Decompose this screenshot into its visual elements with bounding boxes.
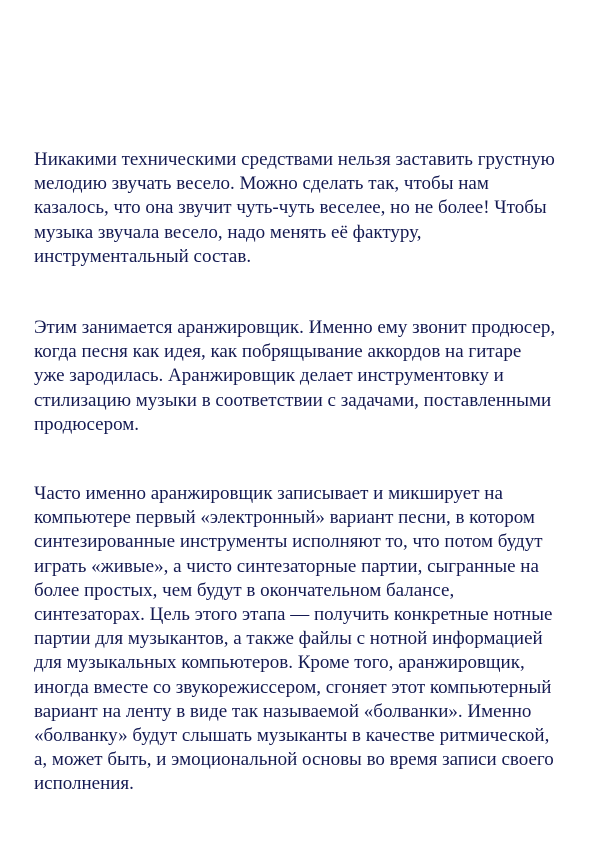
paragraph-arrangement-intro [34,148,579,269]
text-line: исполнения. [34,773,134,795]
text-line: «болванку» будут слышать музыканты в качестве ритмической, [34,725,550,747]
text-line: а, может быть, и эмоциональной основы во время записи своего [34,749,554,771]
text-line: вариант на ленту в виде так называемой «болванки». Именно [34,700,532,722]
text-line: Этим занимается аранжировщик. Именно ему звонит продюсер, [34,317,556,338]
text-line: компьютере первый «электронный» вариант песни, в котором [34,507,535,529]
text-line: синтезаторах. Цель этого этапа — получить конкретные нотные [34,604,553,626]
text-line: иногда вместе со звукорежиссером, сгоняет этот компьютерный [34,676,552,698]
text-line: более простых, чем будут в окончательном балансе, [34,579,455,601]
text-line: уже зародилась. Аранжировщик делает инструментовку и [34,365,504,387]
text-line: когда песня как идея, как побрящывание аккордов на гитаре [34,341,522,363]
text-line: партии для музыкантов, а также файлы с нотной информацией [34,628,543,650]
paragraph-arranger-role [34,316,579,437]
text-line: для музыкальных компьютеров. Кроме того, аранжировщик, [34,652,525,674]
text-line: инструментальный состав. [34,245,252,267]
text-line: мелодию звучать весело. Можно сделать так, чтобы нам [34,173,489,195]
text-line: продюсером. [34,413,139,435]
text-line: музыка звучала весело, надо менять её фактуру, [34,221,422,243]
text-line: стилизацию музыки в соответствии с задачами, поставленными [34,389,552,411]
text-line: играть «живые», а чисто синтезаторные партии, сыгранные на [34,555,539,577]
text-line: Никакими техническими средствами нельзя заставить грустную [34,149,555,170]
text-line: синтезированные инструменты исполняют то, что потом будут [34,531,543,553]
text-line: Часто именно аранжировщик записывает и микширует на [34,483,503,504]
paragraph-demo-recording [34,482,579,797]
text-line: казалось, что она звучит чуть-чуть веселее, но не более! Чтобы [34,197,547,219]
